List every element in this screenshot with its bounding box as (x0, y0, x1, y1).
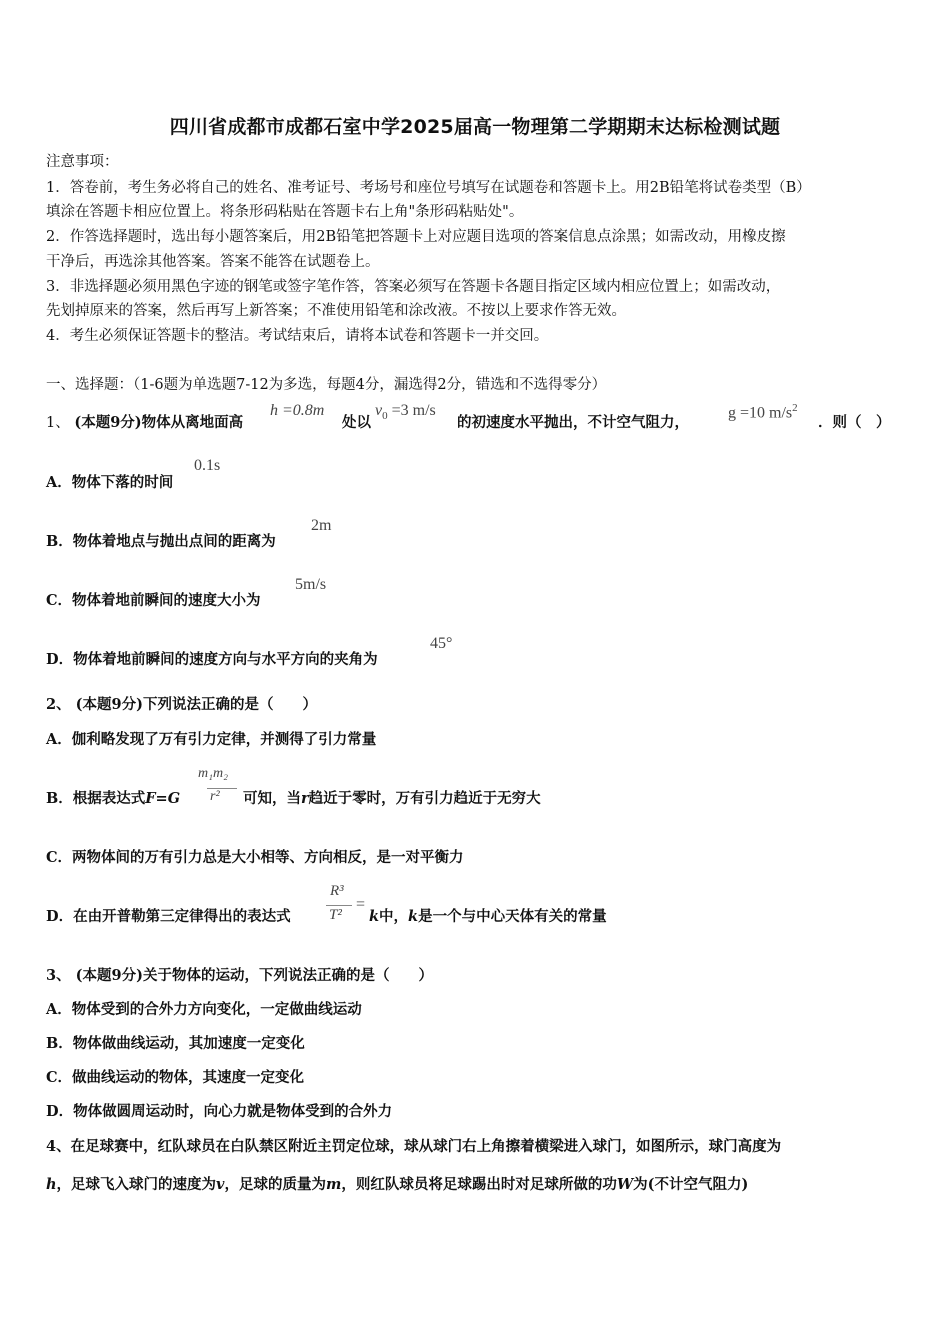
question-3-stem: 3、 (本题9分)关于物体的运动，下列说法正确的是（ ） (46, 967, 433, 984)
q1-formula-v0 (375, 402, 436, 422)
v-value: =3 m/s (391, 402, 436, 419)
q1-option-b: B．物体着地点与抛出点间的距离为 (46, 533, 276, 550)
equals-sign: = (356, 896, 366, 913)
w-symbol: W (616, 1176, 634, 1193)
fraction-denominator: T² (329, 907, 342, 923)
q2-b-text-3: 趋近于零时，万有引力趋近于无穷大 (308, 790, 541, 807)
q2-d-text (369, 907, 607, 927)
k-symbol: k (369, 908, 380, 925)
q4-text: ，足球的质量为 (224, 1176, 326, 1193)
q4-text: ，则红队球员将足球踢出时对足球所做的功 (341, 1176, 617, 1193)
h-symbol: h (46, 1176, 57, 1193)
q2-option-d: D．在由开普勒第三定律得出的表达式 (46, 908, 291, 925)
fraction-numerator: m₁m₂ (198, 766, 228, 781)
q1-formula-g (728, 402, 798, 422)
q1-option-c-value: 5m/s (295, 576, 327, 593)
v-subscript: 0 (382, 410, 388, 423)
notice-line: 干净后，再选涂其他答案。答案不能答在试题卷上。 (46, 254, 380, 270)
q1-option-d-value: 45° (430, 635, 453, 652)
notice-line: 填涂在答题卡相应位置上。将条形码粘贴在答题卡右上角"条形码粘贴处"。 (46, 204, 524, 220)
notice-line: 3．非选择题必须用黑色字迹的钢笔或签字笔作答，答案必须写在答题卡各题目指定区域内相应位置上；如需改动， (46, 279, 781, 295)
q1-text: ．则（ ） (818, 414, 891, 431)
q2-b-formula: F=G (145, 790, 181, 807)
q1-option-c: C．物体着地前瞬间的速度大小为 (46, 592, 261, 609)
q3-option-a: A．物体受到的合外力方向变化，一定做曲线运动 (46, 1001, 362, 1018)
q4-text: 为(不计空气阻力) (633, 1176, 749, 1193)
q2-option-b (46, 789, 180, 809)
v-symbol: v (375, 402, 383, 419)
q1-tag: (本题9分) (74, 414, 142, 431)
g-value: g =10 m/s (728, 404, 793, 422)
q1-option-a-value: 0.1s (194, 457, 221, 474)
question-4-stem-cont (46, 1175, 748, 1195)
r-symbol: r (301, 790, 309, 807)
page-title: 四川省成都市成都石室中学2025届高一物理第二学期期末达标检测试题 (169, 116, 781, 138)
fraction-numerator: R³ (330, 883, 344, 899)
fraction-denominator: r² (210, 789, 220, 804)
q2-b-text-2: 可知，当 (243, 790, 301, 807)
section-heading: 一、选择题：（1-6题为单选题7-12为多选，每题4分，漏选得2分，错选和不选得零分） (46, 377, 607, 393)
q1-text: 物体从离地面高 (141, 414, 244, 431)
q2-d-text-2: 中， (379, 908, 409, 925)
question-1-stem (46, 413, 243, 433)
notice-line: 1．答卷前，考生务必将自己的姓名、准考证号、考场号和座位号填写在试题卷和答题卡上。用2B铅笔将试卷类型（B） (46, 180, 811, 196)
q1-option-d: D．物体着地前瞬间的速度方向与水平方向的夹角为 (46, 651, 378, 668)
m-symbol: m (325, 1176, 342, 1193)
q1-formula-h: h =0.8m (270, 402, 325, 419)
q2-d-text-3: 是一个与中心天体有关的常量 (418, 908, 607, 925)
fraction-bar (326, 905, 352, 906)
q1-text: 的初速度水平抛出，不计空气阻力， (457, 414, 689, 431)
q3-option-d: D．物体做圆周运动时，向心力就是物体受到的合外力 (46, 1103, 393, 1120)
question-4-stem: 4、在足球赛中，红队球员在白队禁区附近主罚定位球，球从球门右上角擦着横梁进入球门，如图所示，球门高度为 (46, 1138, 782, 1155)
q2-option-c: C．两物体间的万有引力总是大小相等、方向相反，是一对平衡力 (46, 849, 464, 866)
question-2-stem: 2、 (本题9分)下列说法正确的是（ ） (46, 696, 317, 713)
notice-line: 2．作答选择题时，选出每小题答案后，用2B铅笔把答题卡上对应题目选项的答案信息点涂黑；如需改动，用橡皮擦 (46, 229, 786, 245)
v-symbol: v (216, 1176, 225, 1193)
notice-line: 4．考生必须保证答题卡的整洁。考试结束后，请将本试卷和答题卡一并交回。 (46, 328, 549, 344)
notice-heading: 注意事项： (46, 154, 119, 170)
q1-prefix: 1、 (46, 415, 70, 431)
k-symbol: k (408, 908, 419, 925)
q1-option-a: A．物体下落的时间 (46, 474, 174, 491)
q1-option-b-value: 2m (311, 517, 332, 534)
q3-option-b: B．物体做曲线运动，其加速度一定变化 (46, 1035, 305, 1052)
q2-b-text: B．根据表达式 (46, 790, 146, 807)
notice-line: 先划掉原来的答案，然后再写上新答案；不准使用铅笔和涂改液。不按以上要求作答无效。 (46, 303, 626, 319)
q3-option-c: C．做曲线运动的物体，其速度一定变化 (46, 1069, 305, 1086)
q2-option-a: A．伽利略发现了万有引力定律，并测得了引力常量 (46, 731, 377, 748)
q2-b-text (243, 789, 541, 809)
g-superscript: 2 (792, 402, 798, 414)
q1-text: 处以 (342, 414, 371, 431)
q4-text: ，足球飞入球门的速度为 (56, 1176, 217, 1193)
